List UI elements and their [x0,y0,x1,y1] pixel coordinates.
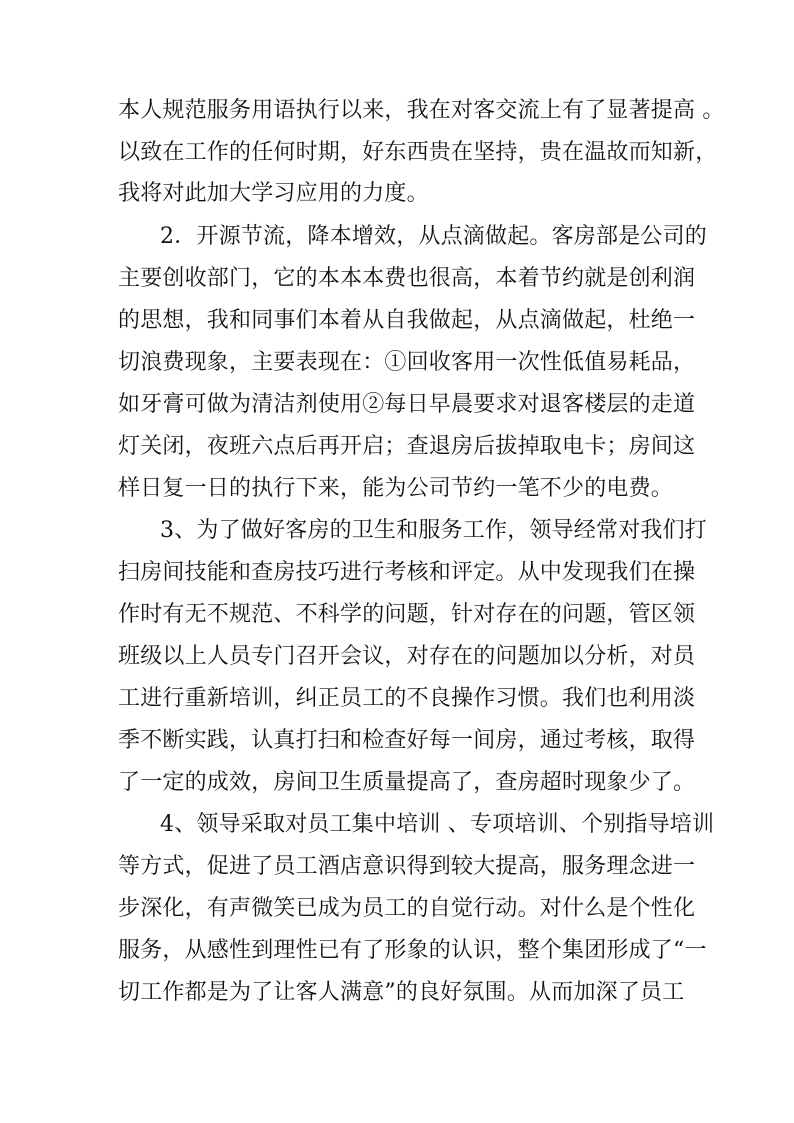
paragraph-3-first-line: 3、为了做好客房的卫生和服务工作，领导经常对我们打 [160,518,707,543]
paragraph-2-first-line: 2．开源节流，降本增效，从点滴做起。客房部是公司的 [160,224,707,249]
text-line: 灯关闭，夜班六点后再开启；查退房后拔掉取电卡；房间这 [118,434,696,459]
text-line: 班级以上人员专门召开会议，对存在的问题加以分析，对员 [118,644,696,669]
text-line: 工进行重新培训，纠正员工的不良操作习惯。我们也利用淡 [118,686,696,711]
text-line: 如牙膏可做为清洁剂使用②每日早晨要求对退客楼层的走道 [118,392,696,417]
text-line: 步深化，有声微笑已成为员工的自觉行动。对什么是个性化 [118,896,696,921]
text-line: 季不断实践，认真打扫和检查好每一间房，通过考核，取得 [118,728,696,753]
text-line: 的思想，我和同事们本着从自我做起，从点滴做起，杜绝一 [118,308,696,333]
text-line: 切工作都是为了让客人满意”的良好氛围。从而加深了员工 [118,980,685,1005]
text-line: 扫房间技能和查房技巧进行考核和评定。从中发现我们在操 [118,560,696,585]
text-line: 我将对此加大学习应用的力度。 [118,181,429,206]
text-line: 服务，从感性到理性已有了形象的认识，整个集团形成了“一 [118,938,707,963]
text-line: 以致在工作的任何时期，好东西贵在坚持，贵在温故而知新， [118,140,718,165]
text-line: 样日复一日的执行下来，能为公司节约一笔不少的电费。 [118,476,674,501]
text-line: 了一定的成效，房间卫生质量提高了，查房超时现象少了。 [118,770,696,795]
text-line: 等方式，促进了员工酒店意识得到较大提高，服务理念进一 [118,854,696,879]
text-line: 主要创收部门，它的本本本费也很高，本着节约就是创利润 [118,266,696,291]
paragraph-4-first-line: 4、领导采取对员工集中培训 、专项培训、个别指导培训 [160,812,715,837]
text-line: 本人规范服务用语执行以来，我在对客交流上有了显著提高 。 [118,98,725,123]
text-line: 切浪费现象，主要表现在：①回收客用一次性低值易耗品， [118,350,696,375]
text-line: 作时有无不规范、不科学的问题，针对存在的问题，管区领 [118,602,696,627]
